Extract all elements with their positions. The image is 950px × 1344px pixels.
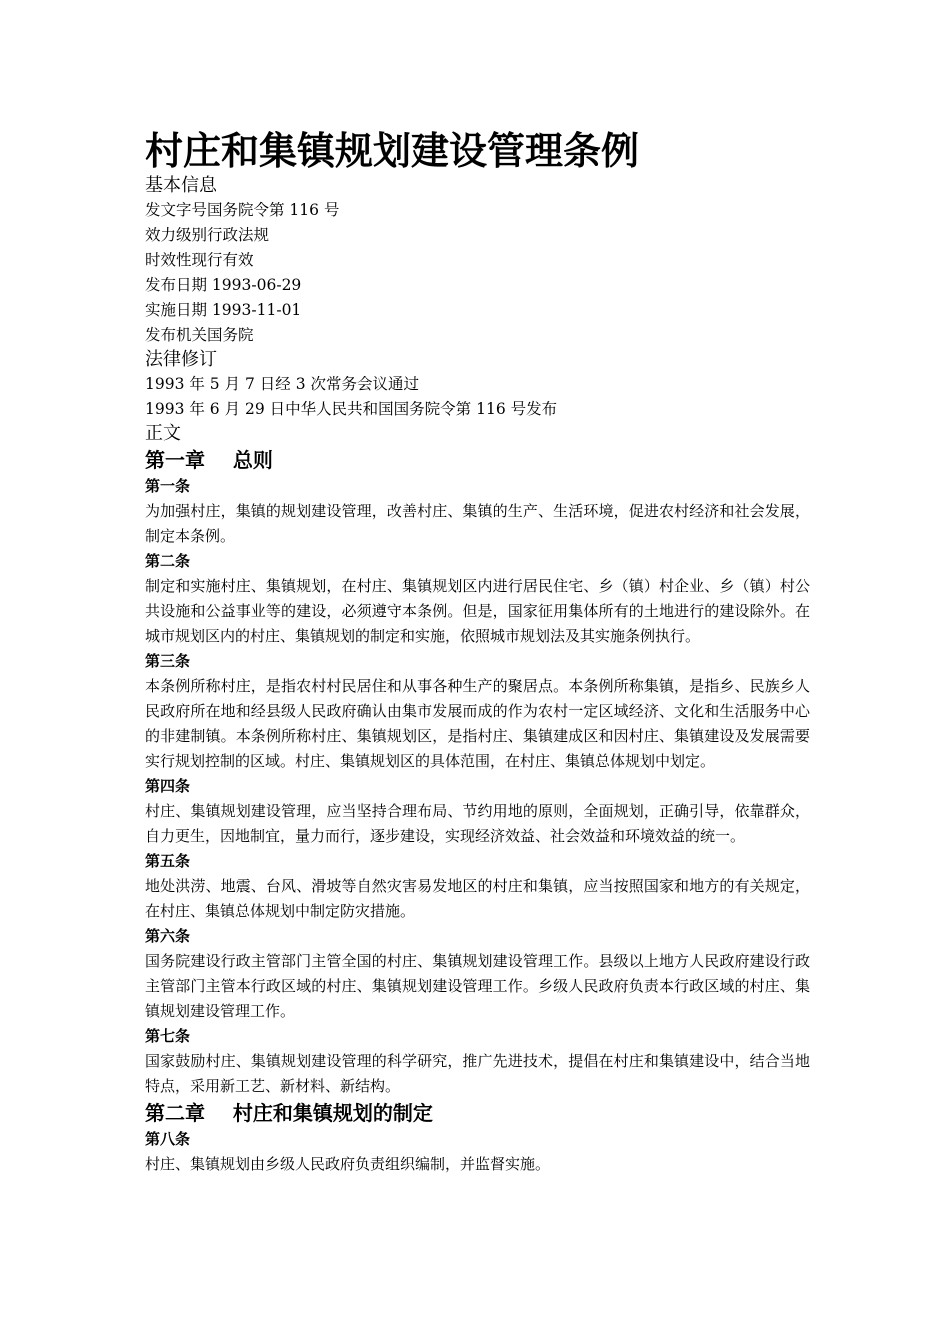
article-title: 第三条 bbox=[145, 652, 191, 670]
article-text: 国务院建设行政主管部门主管全国的村庄、集镇规划建设管理工作。县级以上地方人民政府建设行政主管部门主管本行政区域的村庄、集镇规划建设管理工作。乡级人民政府负责本行政区域的村庄、集镇规划建设管理工作。 bbox=[145, 952, 810, 1020]
issuing-authority: 发布机关国务院 bbox=[145, 326, 254, 344]
document-title: 村庄和集镇规划建设管理条例 bbox=[145, 129, 640, 173]
article-2 bbox=[145, 549, 810, 649]
chapter-title: 第一章 总则 bbox=[145, 448, 273, 472]
chapter-1 bbox=[145, 446, 810, 1099]
chapter-2 bbox=[145, 1099, 810, 1177]
article-4 bbox=[145, 774, 810, 849]
article-text: 本条例所称村庄，是指农村村民居住和从事各种生产的聚居点。本条例所称集镇，是指乡、民族乡人民政府所在地和经县级人民政府确认由集市发展而成的作为农村一定区域经济、文化和生活服务中心的非建制镇。本条例所称村庄、集镇规划区，是指村庄、集镇建成区和因村庄、集镇建设及发展需要实行规划控制的区域。村庄、集镇规划区的具体范围，在村庄、集镇总体规划中划定。 bbox=[145, 677, 810, 770]
basic-info-section bbox=[145, 174, 810, 348]
revision-line: 1993 年 6 月 29 日中华人民共和国国务院令第 116 号发布 bbox=[145, 400, 558, 418]
document-page bbox=[145, 128, 810, 1177]
article-text: 村庄、集镇规划建设管理，应当坚持合理布局、节约用地的原则，全面规划，正确引导，依靠群众，自力更生，因地制宜，量力而行，逐步建设，实现经济效益、社会效益和环境效益的统一。 bbox=[145, 802, 810, 845]
article-7 bbox=[145, 1024, 810, 1099]
article-title: 第七条 bbox=[145, 1027, 191, 1045]
publish-date: 发布日期 1993-06-29 bbox=[145, 276, 302, 294]
article-title: 第四条 bbox=[145, 777, 191, 795]
article-text: 国家鼓励村庄、集镇规划建设管理的科学研究，推广先进技术，提倡在村庄和集镇建设中，结合当地特点，采用新工艺、新材料、新结构。 bbox=[145, 1052, 810, 1095]
article-title: 第二条 bbox=[145, 552, 191, 570]
article-5 bbox=[145, 849, 810, 924]
effect-level: 效力级别行政法规 bbox=[145, 226, 270, 244]
article-text: 村庄、集镇规划由乡级人民政府负责组织编制，并监督实施。 bbox=[145, 1155, 551, 1173]
validity-status: 时效性现行有效 bbox=[145, 251, 254, 269]
basic-info-heading: 基本信息 bbox=[145, 175, 217, 196]
article-6 bbox=[145, 924, 810, 1024]
revision-line: 1993 年 5 月 7 日经 3 次常务会议通过 bbox=[145, 375, 420, 393]
doc-number: 发文字号国务院令第 116 号 bbox=[145, 201, 340, 219]
article-8 bbox=[145, 1127, 810, 1177]
article-text: 地处洪涝、地震、台风、滑坡等自然灾害易发地区的村庄和集镇，应当按照国家和地方的有关规定，在村庄、集镇总体规划中制定防灾措施。 bbox=[145, 877, 810, 920]
revision-heading: 法律修订 bbox=[145, 349, 217, 370]
article-title: 第五条 bbox=[145, 852, 191, 870]
article-title: 第六条 bbox=[145, 927, 191, 945]
effective-date: 实施日期 1993-11-01 bbox=[145, 301, 302, 319]
article-text: 为加强村庄，集镇的规划建设管理，改善村庄、集镇的生产、生活环境，促进农村经济和社会发展，制定本条例。 bbox=[145, 502, 810, 545]
revision-section bbox=[145, 348, 810, 422]
article-3 bbox=[145, 649, 810, 774]
article-text: 制定和实施村庄、集镇规划，在村庄、集镇规划区内进行居民住宅、乡（镇）村企业、乡（镇）村公共设施和公益事业等的建设，必须遵守本条例。但是，国家征用集体所有的土地进行的建设除外。在城市规划区内的村庄、集镇规划的制定和实施，依照城市规划法及其实施条例执行。 bbox=[145, 577, 810, 645]
article-title: 第八条 bbox=[145, 1130, 191, 1148]
article-title: 第一条 bbox=[145, 477, 191, 495]
body-heading: 正文 bbox=[145, 423, 181, 444]
article-1 bbox=[145, 474, 810, 549]
chapter-title: 第二章 村庄和集镇规划的制定 bbox=[145, 1101, 433, 1125]
